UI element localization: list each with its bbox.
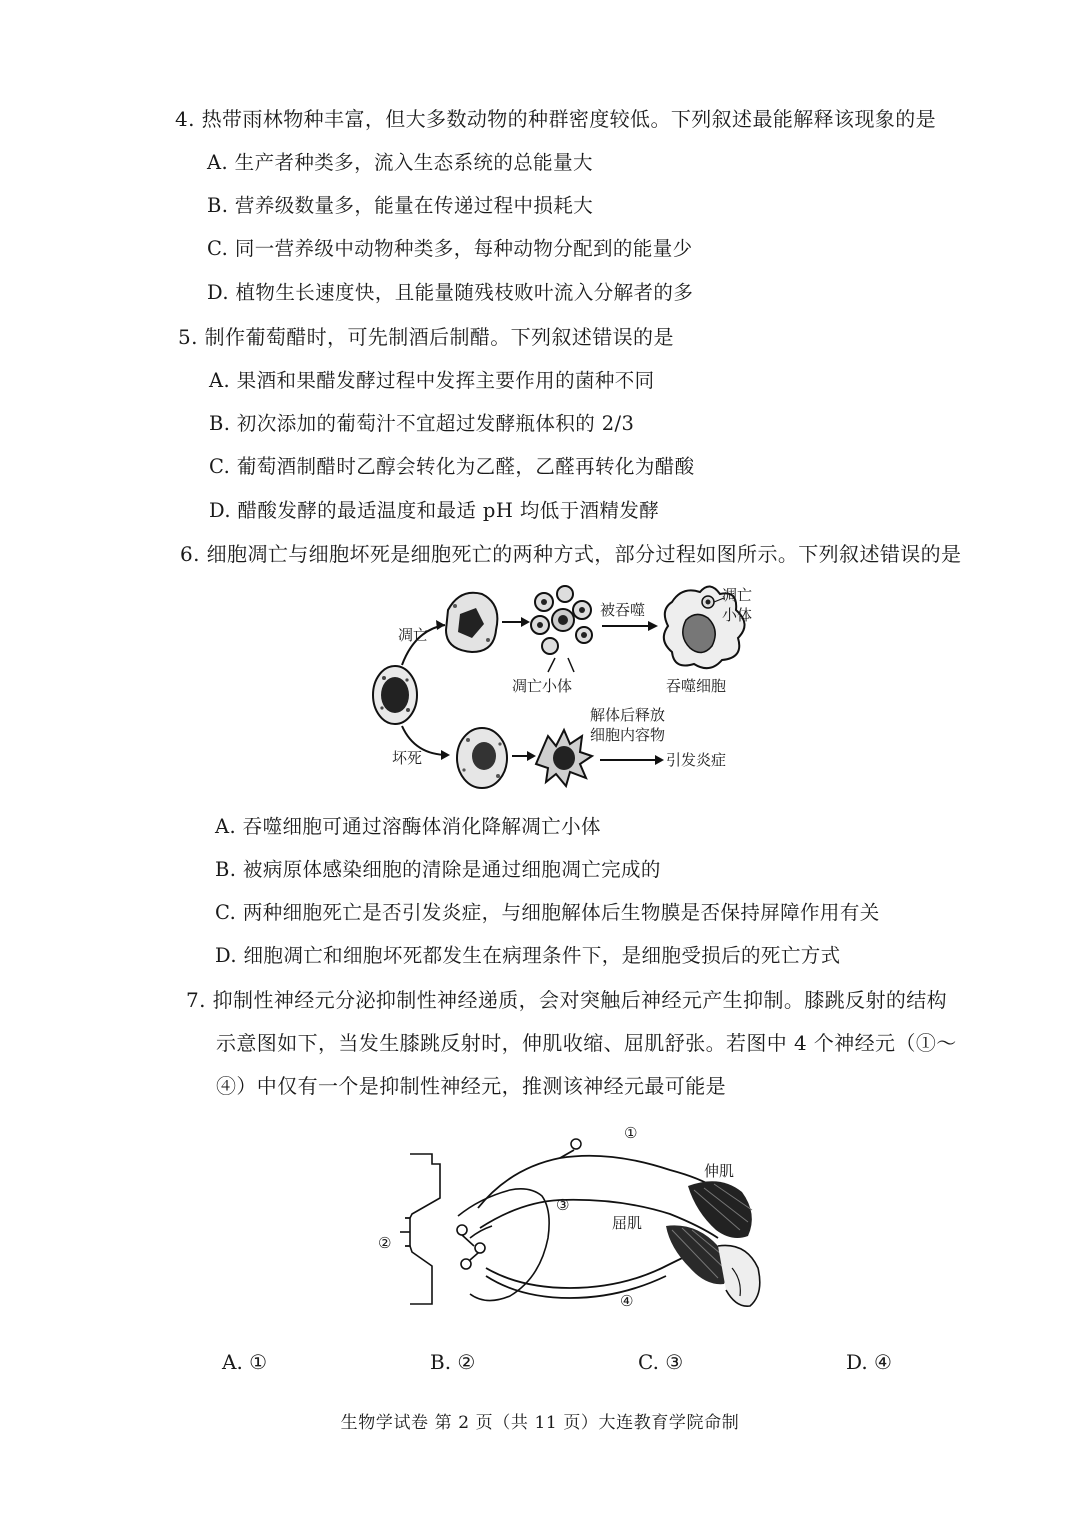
q4-option-a: A. 生产者种类多，流入生态系统的总能量大 [207,151,593,174]
label-inflammation: 引发炎症 [666,751,727,769]
label-release-1: 解体后释放 [590,706,666,724]
shrinking-cell [446,593,497,652]
q7-stem-line-2: 示意图如下，当发生膝跳反射时，伸肌收缩、屈肌舒张。若图中 4 个神经元（①～ [216,1031,957,1055]
q5-stem: 5. 制作葡萄醋时，可先制酒后制醋。下列叙述错误的是 [178,325,674,349]
q6-option-c: C. 两种细胞死亡是否引发炎症，与细胞解体后生物膜是否保持屏障作用有关 [215,901,880,924]
label-apoptosis: 凋亡 [398,626,429,644]
label-neuron-3: ③ [556,1196,570,1214]
q6-option-a: A. 吞噬细胞可通过溶酶体消化降解凋亡小体 [215,815,601,838]
spinal-cord [405,1154,549,1304]
q6-option-d: D. 细胞凋亡和细胞坏死都发生在病理条件下，是细胞受损后的死亡方式 [215,944,841,967]
label-engulfed: 被吞噬 [600,601,646,619]
label-flexor: 屈肌 [612,1214,643,1232]
cell-death-diagram [360,580,760,795]
q4-stem: 4. 热带雨林物种丰富，但大多数动物的种群密度较低。下列叙述最能解释该现象的是 [175,107,937,131]
label-apoptotic-body: 凋亡小体 [512,677,573,695]
q5-option-d: D. 醋酸发酵的最适温度和最适 pH 均低于酒精发酵 [209,499,660,522]
q7-choice-c: C. ③ [638,1350,684,1374]
label-apoptotic-body-2a: 凋亡 [722,586,753,604]
q7-choice-b: B. ② [430,1350,476,1374]
q5-option-a: A. 果酒和果醋发酵过程中发挥主要作用的菌种不同 [209,369,655,392]
label-necrosis: 坏死 [392,749,423,767]
knee-jerk-reflex-diagram [370,1118,770,1318]
extensor-muscle [688,1181,752,1238]
q7-stem-line-3: ④）中仅有一个是抑制性神经元，推测该神经元最可能是 [216,1074,726,1098]
label-phagocyte: 吞噬细胞 [666,677,727,695]
q5-option-b: B. 初次添加的葡萄汁不宜超过发酵瓶体积的 2/3 [209,412,635,435]
label-apoptotic-body-2b: 小体 [722,606,753,624]
original-cell [373,666,417,724]
swelling-cell [457,728,507,788]
label-neuron-1: ① [624,1124,638,1142]
neuron-1 [478,1150,715,1208]
label-neuron-4: ④ [620,1292,634,1310]
page-footer: 生物学试卷 第 2 页（共 11 页）大连教育学院命制 [340,1413,740,1433]
q5-option-c: C. 葡萄酒制醋时乙醇会转化为乙醛，乙醛再转化为醋酸 [209,455,695,478]
label-extensor: 伸肌 [704,1162,735,1180]
q4-option-c: C. 同一营养级中动物种类多，每种动物分配到的能量少 [207,237,693,260]
label-release-2: 细胞内容物 [590,726,666,744]
q4-option-b: B. 营养级数量多，能量在传递过程中损耗大 [207,194,594,217]
q7-stem-line-1: 7. 抑制性神经元分泌抑制性神经递质，会对突触后神经元产生抑制。膝跳反射的结构 [186,988,948,1012]
q7-choice-d: D. ④ [846,1350,892,1374]
fragmenting-cell [531,586,592,654]
q7-choice-a: A. ① [222,1350,268,1374]
lysed-cell [536,730,592,786]
label-neuron-2: ② [378,1234,392,1252]
knee-joint [718,1245,760,1306]
flexor-muscle [666,1225,727,1284]
q4-option-d: D. 植物生长速度快，且能量随残枝败叶流入分解者的多 [207,281,694,304]
q6-option-b: B. 被病原体感染细胞的清除是通过细胞凋亡完成的 [215,858,661,881]
q6-stem: 6. 细胞凋亡与细胞坏死是细胞死亡的两种方式，部分过程如图所示。下列叙述错误的是 [180,542,962,566]
